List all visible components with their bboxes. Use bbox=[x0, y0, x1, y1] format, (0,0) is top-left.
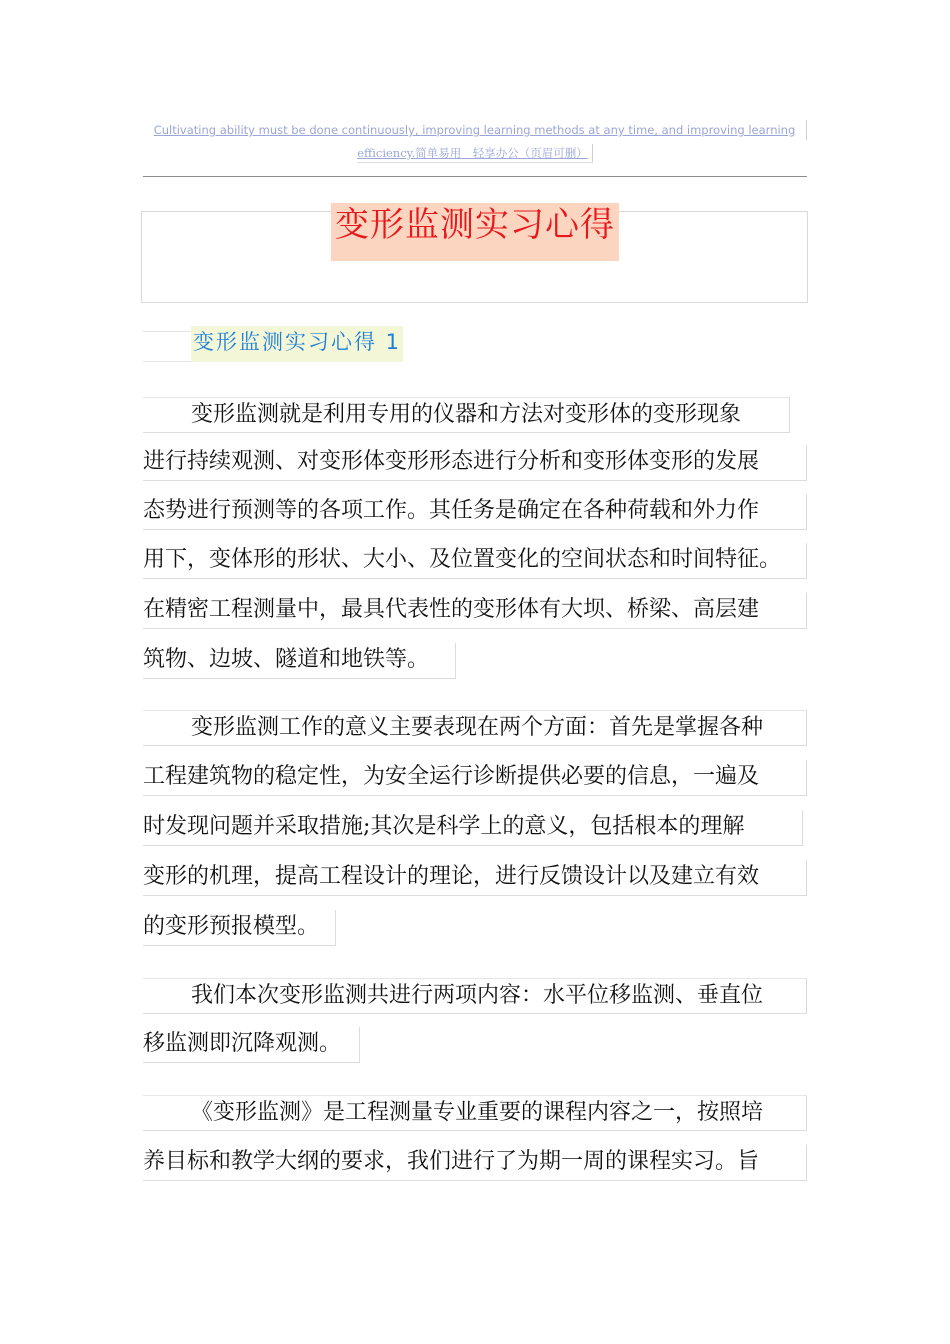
document-title: 变形监测实习心得 bbox=[331, 203, 619, 261]
paragraph-1-line-3: 态势进行预测等的各项工作。其任务是确定在各种荷载和外力作 bbox=[143, 494, 807, 530]
paragraph-2-line-2: 工程建筑物的稳定性，为安全运行诊断提供必要的信息，一遍及 bbox=[143, 760, 807, 796]
paragraph-3-line-1: 我们本次变形监测共进行两项内容：水平位移监测、垂直位 bbox=[143, 978, 807, 1014]
paragraph-1-line-1: 变形监测就是利用专用的仪器和方法对变形体的变形现象 bbox=[143, 397, 790, 433]
paragraph-1-line-6: 筑物、边坡、隧道和地铁等。 bbox=[143, 643, 456, 679]
header-text-line-1: Cultivating ability must be done continuously, improving learning methods at any time, and improving learning bbox=[143, 120, 807, 140]
section-subheading: 变形监测实习心得 1 bbox=[191, 326, 403, 362]
paragraph-4-line-1: 《变形监测》是工程测量专业重要的课程内容之一，按照培 bbox=[143, 1095, 807, 1131]
paragraph-2-line-3: 时发现问题并采取措施;其次是科学上的意义，包括根本的理解 bbox=[143, 810, 803, 846]
paragraph-2-line-4: 变形的机理，提高工程设计的理论，进行反馈设计以及建立有效 bbox=[143, 860, 807, 896]
paragraph-2-line-1: 变形监测工作的意义主要表现在两个方面：首先是掌握各种 bbox=[143, 710, 807, 746]
paragraph-1-line-4: 用下，变体形的形状、大小、及位置变化的空间状态和时间特征。 bbox=[143, 543, 807, 579]
page-header bbox=[143, 120, 807, 163]
header-text-line-2: efficiency.简单易用 轻享办公（页眉可删） bbox=[357, 144, 593, 163]
paragraph-2-line-5: 的变形预报模型。 bbox=[143, 910, 336, 946]
paragraph-4-line-2: 养目标和教学大纲的要求，我们进行了为期一周的课程实习。旨 bbox=[143, 1145, 807, 1181]
paragraph-1-line-2: 进行持续观测、对变形体变形形态进行分析和变形体变形的发展 bbox=[143, 445, 807, 481]
paragraph-3-line-2: 移监测即沉降观测。 bbox=[143, 1027, 360, 1063]
paragraph-1-line-5: 在精密工程测量中，最具代表性的变形体有大坝、桥梁、高层建 bbox=[143, 593, 807, 629]
header-divider bbox=[143, 176, 807, 177]
